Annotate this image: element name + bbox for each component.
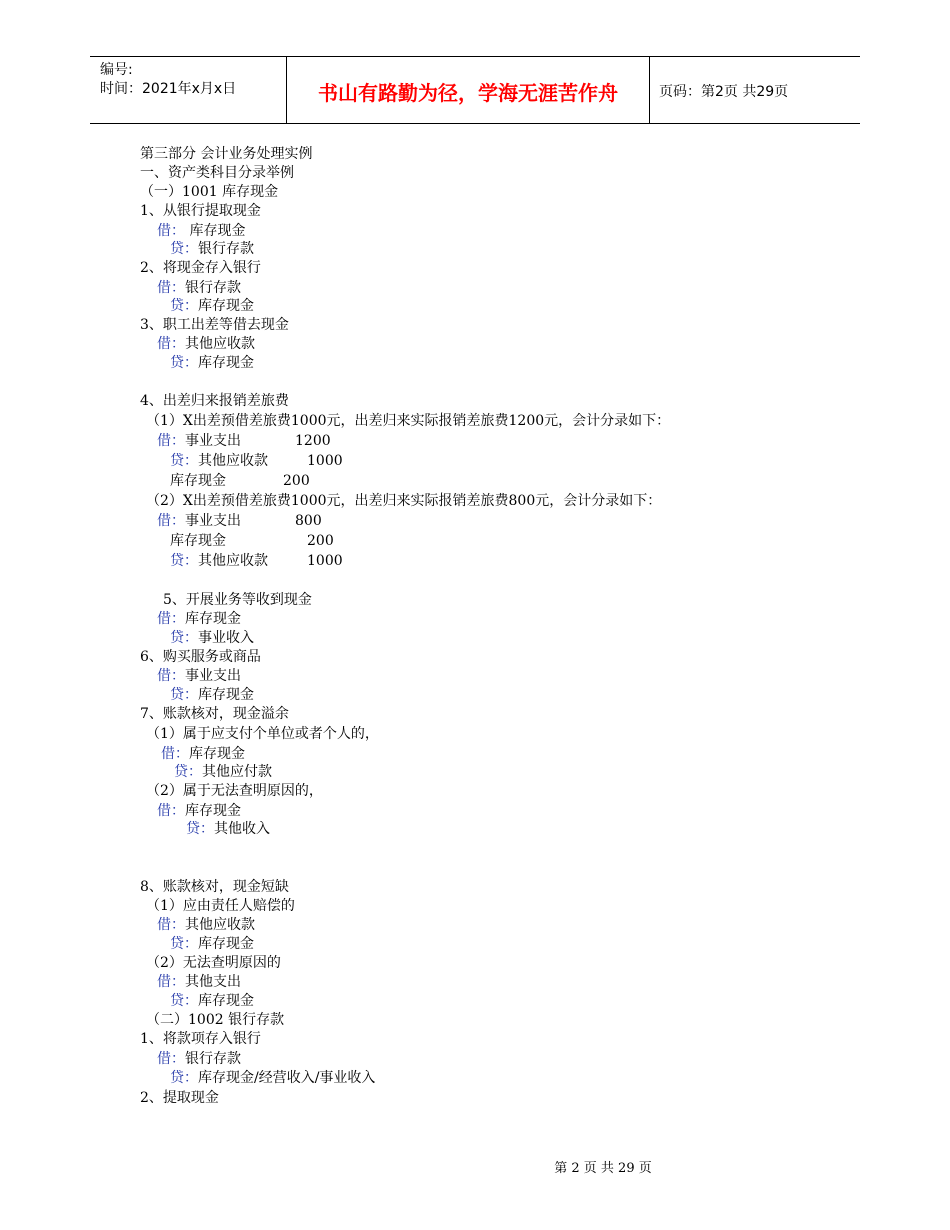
amount: 800	[295, 513, 322, 529]
account-name: 事业收入	[198, 630, 254, 646]
debit-line	[157, 1049, 241, 1069]
debit-label: 借：	[157, 668, 185, 684]
account-name: 事业支出	[185, 433, 241, 449]
credit-label: 贷：	[170, 630, 198, 646]
debit-line	[157, 431, 241, 451]
account-name: 其他应收款	[185, 336, 255, 352]
amount: 1200	[295, 433, 331, 449]
entry-heading: 2、将现金存入银行	[140, 260, 261, 276]
credit-line	[170, 551, 268, 571]
account-name: 事业支出	[185, 513, 241, 529]
page-footer: 第 2 页 共 29 页	[554, 1161, 652, 1176]
account-heading: （一）1001 库存现金	[140, 184, 279, 200]
account-name: 其他收入	[214, 821, 270, 837]
credit-line	[174, 762, 272, 782]
account-name: 其他应付款	[202, 764, 272, 780]
credit-label: 贷：	[170, 687, 198, 703]
account-name: 库存现金	[189, 746, 245, 762]
account-name: 银行存款	[185, 280, 241, 296]
amount: 1000	[307, 453, 343, 469]
debit-line	[157, 915, 255, 935]
credit-line	[170, 628, 254, 648]
entry-heading: 6、购买服务或商品	[140, 649, 261, 665]
debit-label: 借：	[157, 433, 185, 449]
entry-heading: 8、账款核对，现金短缺	[140, 879, 289, 895]
credit-label: 贷：	[170, 355, 198, 371]
credit-label: 贷：	[170, 553, 198, 569]
entry-heading: 1、将款项存入银行	[140, 1031, 261, 1047]
page-info: 页码：第2页 共29页	[659, 84, 789, 100]
credit-line	[170, 296, 254, 316]
credit-label: 贷：	[170, 936, 198, 952]
case-description: （2）属于无法查明原因的，	[146, 783, 323, 799]
amount: 1000	[307, 553, 343, 569]
credit-line	[170, 451, 268, 471]
debit-line	[157, 278, 241, 298]
debit-label: 借：	[157, 803, 185, 819]
credit-label: 贷：	[174, 764, 202, 780]
credit-line	[170, 239, 254, 259]
time-label: 时间：2021年x月x日	[100, 81, 237, 97]
debit-label: 借：	[161, 746, 189, 762]
debit-label: 借：	[157, 974, 185, 990]
account-name: 其他应收款	[198, 553, 268, 569]
entry-heading: 3、职工出差等借去现金	[140, 317, 289, 333]
credit-line	[170, 685, 254, 705]
entry-heading: 2、提取现金	[140, 1090, 219, 1106]
credit-line	[170, 353, 254, 373]
entry-heading: 7、账款核对，现金溢余	[140, 706, 289, 722]
debit-label: 借：	[157, 336, 185, 352]
credit-label: 贷：	[170, 298, 198, 314]
debit-line	[157, 609, 241, 629]
account-name: 事业支出	[185, 668, 241, 684]
debit-line	[161, 744, 245, 764]
entry-heading: 5、开展业务等收到现金	[163, 592, 312, 608]
case-description: （1）属于应支付个单位或者个人的，	[146, 726, 379, 742]
account-name: 其他支出	[185, 974, 241, 990]
credit-line	[170, 1068, 375, 1088]
account-name: 库存现金	[198, 687, 254, 703]
debit-line	[157, 972, 241, 992]
credit-label: 贷：	[170, 241, 198, 257]
account-name: 其他应收款	[185, 917, 255, 933]
account-name: 库存现金	[170, 533, 226, 549]
amount: 200	[283, 473, 310, 489]
account-name: 库存现金	[198, 993, 254, 1009]
credit-line	[186, 819, 270, 839]
category-heading: 一、资产类科目分录举例	[140, 165, 294, 181]
case-description: （2）无法查明原因的	[146, 955, 281, 971]
debit-line	[157, 511, 241, 531]
case-description: （2）X出差预借差旅费1000元，出差归来实际报销差旅费800元，会计分录如下：	[146, 493, 662, 509]
account-name: 库存现金	[198, 298, 254, 314]
credit-line	[170, 991, 254, 1011]
debit-label: 借：	[157, 223, 185, 239]
account-name: 库存现金/经营收入/事业收入	[198, 1070, 376, 1086]
number-label: 编号:	[100, 62, 133, 78]
debit-line	[157, 221, 245, 241]
account-name: 库存现金	[185, 803, 241, 819]
credit-line	[170, 934, 254, 954]
section-title: 第三部分 会计业务处理实例	[140, 146, 313, 162]
amount: 200	[307, 533, 334, 549]
account-name: 库存现金	[170, 473, 226, 489]
debit-line	[157, 801, 241, 821]
debit-label: 借：	[157, 917, 185, 933]
credit-label: 贷：	[170, 993, 198, 1009]
account-heading: （二）1002 银行存款	[146, 1012, 285, 1028]
debit-label: 借：	[157, 513, 185, 529]
account-name: 银行存款	[198, 241, 254, 257]
entry-heading: 1、从银行提取现金	[140, 203, 261, 219]
case-description: （1）应由责任人赔偿的	[146, 898, 295, 914]
debit-label: 借：	[157, 1051, 185, 1067]
account-name: 库存现金	[185, 223, 246, 239]
debit-line	[157, 666, 241, 686]
case-description: （1）X出差预借差旅费1000元，出差归来实际报销差旅费1200元，会计分录如下：	[146, 413, 671, 429]
credit-label: 贷：	[186, 821, 214, 837]
debit-label: 借：	[157, 280, 185, 296]
entry-heading: 4、出差归来报销差旅费	[140, 393, 289, 409]
credit-label: 贷：	[170, 1070, 198, 1086]
debit-label: 借：	[157, 611, 185, 627]
account-name: 库存现金	[198, 936, 254, 952]
credit-label: 贷：	[170, 453, 198, 469]
account-name: 库存现金	[198, 355, 254, 371]
account-name: 库存现金	[185, 611, 241, 627]
account-name: 银行存款	[185, 1051, 241, 1067]
debit-line	[157, 334, 255, 354]
account-name: 其他应收款	[198, 453, 268, 469]
motto-text: 书山有路勤为径，学海无涯苦作舟	[318, 81, 618, 105]
